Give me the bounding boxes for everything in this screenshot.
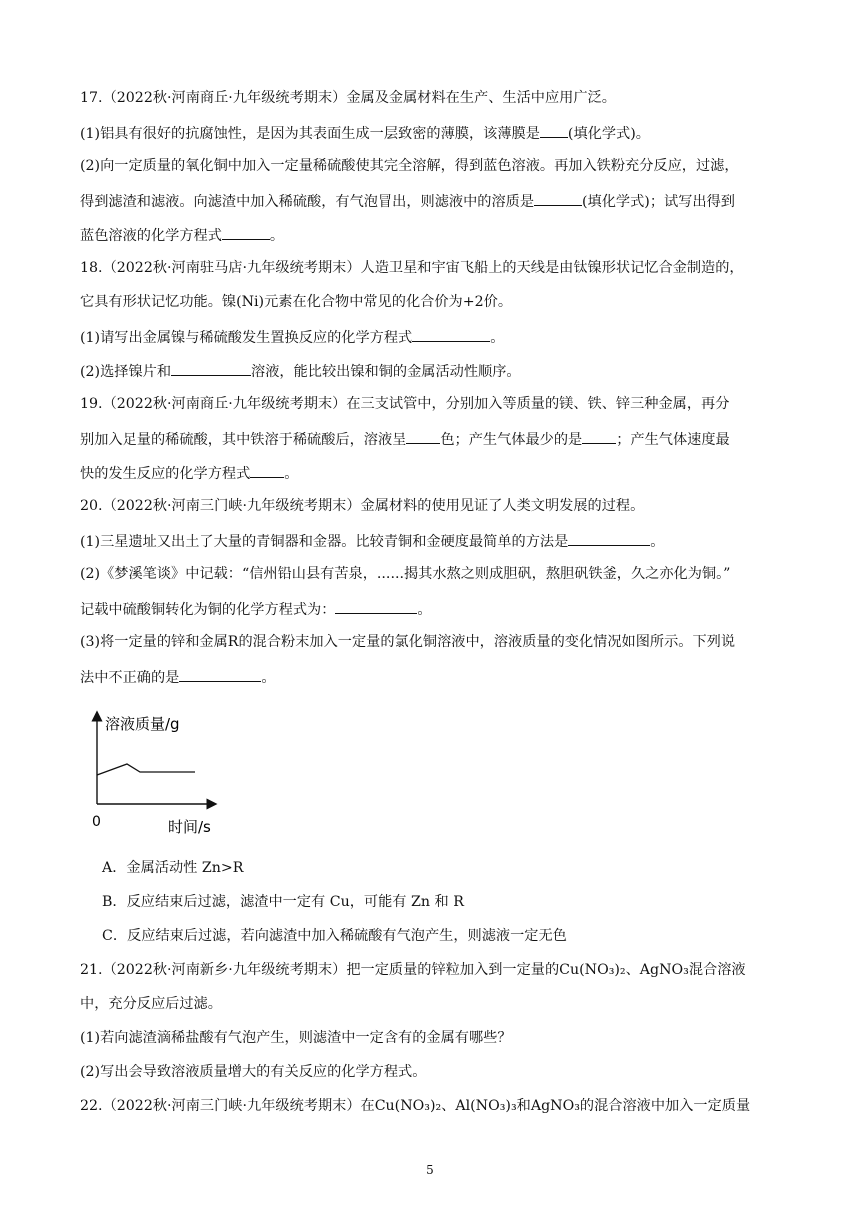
q21-part1: (1)若向滤渣滴稀盐酸有气泡产生，则滤渣中一定含有的金属有哪些？ bbox=[80, 1030, 512, 1046]
answer-blank[interactable] bbox=[540, 122, 568, 138]
q17-part1 bbox=[80, 122, 650, 144]
q19-stem-line1: 19.（2022秋·河南商丘·九年级统考期末）在三支试管中，分别加入等质量的镁、铁、锌三种金属，再分 bbox=[80, 396, 730, 412]
q17-part2-line1: (2)向一定质量的氧化铜中加入一定量稀硫酸使其完全溶解，得到蓝色溶液。再加入铁粉充分反应，过滤， bbox=[80, 158, 739, 174]
q19-text-2: 色；产生气体最少的是 bbox=[440, 432, 583, 448]
q17-part2-line2 bbox=[80, 190, 735, 212]
q18-stem-line1: 18.（2022秋·河南驻马店·九年级统考期末）人造卫星和宇宙飞船上的天线是由钛镍形状记忆合金制造的， bbox=[80, 260, 744, 276]
solution-mass-graph bbox=[90, 708, 240, 838]
q22-stem: 22.（2022秋·河南三门峡·九年级统考期末）在Cu(NO₃)₂、Al(NO₃)₃和AgNO₃的混合溶液中加入一定质量 bbox=[80, 1098, 751, 1114]
q18-stem-line2: 它具有形状记忆功能。镍(Ni)元素在化合物中常见的化合价为+2价。 bbox=[80, 294, 513, 310]
q18-part1-end: 。 bbox=[490, 330, 505, 346]
answer-blank[interactable] bbox=[568, 530, 650, 546]
q20-part3-line1: (3)将一定量的锌和金属R的混合粉末加入一定量的氯化铜溶液中，溶液质量的变化情况如图所示。下列说 bbox=[80, 634, 736, 650]
origin-label: 0 bbox=[92, 814, 101, 830]
answer-blank[interactable] bbox=[406, 428, 440, 444]
q19-text-end: 。 bbox=[284, 466, 299, 482]
q20-part1-end: 。 bbox=[650, 534, 665, 550]
q17-stem: 17.（2022秋·河南商丘·九年级统考期末）金属及金属材料在生产、生活中应用广泛。 bbox=[80, 90, 616, 106]
q20-part2-line2 bbox=[80, 598, 432, 620]
answer-blank[interactable] bbox=[412, 326, 490, 342]
q18-part2 bbox=[80, 360, 521, 382]
q18-part1 bbox=[80, 326, 504, 348]
q19-stem-line3 bbox=[80, 462, 298, 484]
answer-blank[interactable] bbox=[582, 428, 616, 444]
q17-part2-suffix: (填化学式)；试写出得到 bbox=[582, 194, 735, 210]
answer-blank[interactable] bbox=[335, 598, 417, 614]
q21-stem-line1: 21.（2022秋·河南新乡·九年级统考期末）把一定质量的锌粒加入到一定量的Cu(NO₃)₂、AgNO₃混合溶液 bbox=[80, 962, 746, 978]
page-number: 5 bbox=[426, 1163, 434, 1177]
answer-blank[interactable] bbox=[171, 360, 251, 376]
option-a[interactable]: A．金属活动性 Zn>R bbox=[102, 860, 244, 876]
option-c[interactable]: C．反应结束后过滤，若向滤渣中加入稀硫酸有气泡产生，则滤液一定无色 bbox=[102, 928, 567, 944]
q17-part2-line3 bbox=[80, 224, 284, 246]
q18-part1-text: (1)请写出金属镍与稀硫酸发生置换反应的化学方程式 bbox=[80, 330, 413, 346]
q20-part1-text: (1)三星遗址又出土了大量的青铜器和金器。比较青铜和金硬度最简单的方法是 bbox=[80, 534, 569, 550]
option-b[interactable]: B．反应结束后过滤，滤渣中一定有 Cu，可能有 Zn 和 R bbox=[102, 894, 464, 910]
q20-part2-end: 。 bbox=[417, 602, 432, 618]
q21-stem-line2: 中，充分反应后过滤。 bbox=[80, 996, 222, 1012]
answer-blank[interactable] bbox=[250, 462, 284, 478]
q20-stem: 20.（2022秋·河南三门峡·九年级统考期末）金属材料的使用见证了人类文明发展的过程。 bbox=[80, 498, 645, 514]
q18-part2-text: (2)选择镍片和 bbox=[80, 364, 172, 380]
q17-part2-text2: 蓝色溶液的化学方程式 bbox=[80, 228, 222, 244]
q17-part1-text: (1)铝具有很好的抗腐蚀性，是因为其表面生成一层致密的薄膜，该薄膜是 bbox=[80, 126, 540, 142]
mass-curve bbox=[97, 764, 195, 775]
q17-part2-text: 得到滤渣和滤液。向滤渣中加入稀硫酸，有气泡冒出，则滤液中的溶质是 bbox=[80, 194, 535, 210]
q20-part3-text: 法中不正确的是 bbox=[80, 670, 180, 686]
q19-text-4: 快的发生反应的化学方程式 bbox=[80, 466, 251, 482]
q21-part2: (2)写出会导致溶液质量增大的有关反应的化学方程式。 bbox=[80, 1064, 427, 1080]
q20-part1 bbox=[80, 530, 665, 552]
q20-part3-end: 。 bbox=[261, 670, 276, 686]
q18-part2-suffix: 溶液，能比较出镍和铜的金属活动性顺序。 bbox=[251, 364, 521, 380]
q19-text-1: 别加入足量的稀硫酸，其中铁溶于稀硫酸后，溶液呈 bbox=[80, 432, 407, 448]
q17-part2-end: 。 bbox=[269, 228, 285, 244]
q19-text-3: ；产生气体速度最 bbox=[616, 432, 730, 448]
q20-part3-line2 bbox=[80, 666, 276, 688]
q20-part2-text: 记载中硫酸铜转化为铜的化学方程式为： bbox=[80, 602, 336, 618]
q20-part2-line1: (2)《梦溪笔谈》中记载：“信州铅山县有苦泉，......揭其水熬之则成胆矾，熬胆矾铁釜，久之亦化为铜。” bbox=[80, 566, 731, 582]
q19-stem-line2 bbox=[80, 428, 730, 450]
answer-blank[interactable] bbox=[222, 224, 270, 240]
q17-part1-suffix: (填化学式)。 bbox=[567, 126, 650, 142]
solution-mass-figure bbox=[90, 708, 240, 842]
y-axis-label: 溶液质量/g bbox=[105, 715, 180, 733]
answer-blank[interactable] bbox=[179, 666, 261, 682]
x-axis-label: 时间/s bbox=[168, 818, 211, 836]
answer-blank[interactable] bbox=[534, 190, 582, 206]
